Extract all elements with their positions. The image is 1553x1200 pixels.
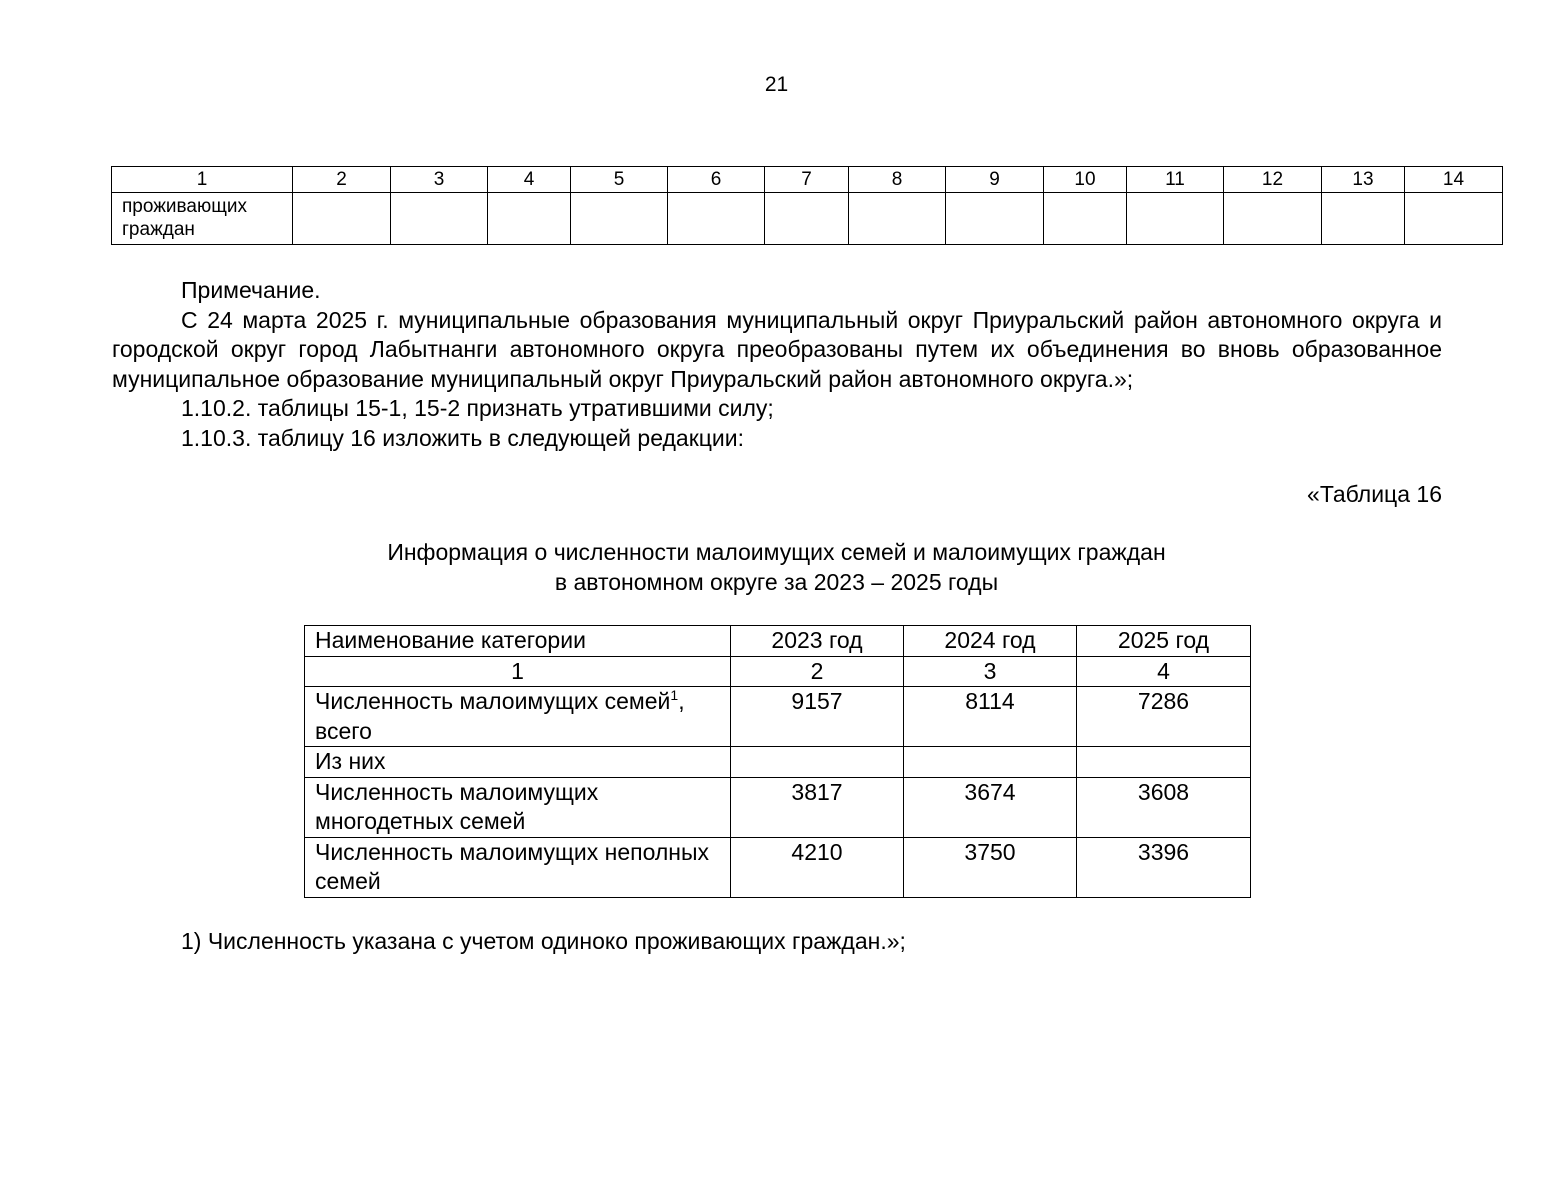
table-row xyxy=(112,193,1503,245)
column-number-cell: 13 xyxy=(1322,167,1405,193)
amendment-item: 1.10.3. таблицу 16 изложить в следующей редакции: xyxy=(181,424,745,451)
column-number-cell: 10 xyxy=(1044,167,1127,193)
category-text: Численность малоимущих семей xyxy=(315,688,671,714)
value-cell: 9157 xyxy=(731,687,904,747)
table-title-line: в автономном округе за 2023 – 2025 годы xyxy=(554,568,999,595)
category-cell: Численность малоимущих многодетных семей xyxy=(305,777,731,837)
column-number-cell: 5 xyxy=(571,167,668,193)
category-suffix: , всего xyxy=(315,688,685,744)
category-cell: Численность малоимущих неполных семей xyxy=(305,837,731,897)
empty-cell xyxy=(668,193,765,245)
note-section xyxy=(112,276,1442,453)
empty-cell xyxy=(488,193,571,245)
column-number-cell: 3 xyxy=(904,656,1077,687)
empty-cell xyxy=(1044,193,1127,245)
category-cell: проживающих граждан xyxy=(112,193,293,245)
column-number-cell: 1 xyxy=(305,656,731,687)
value-cell: 3674 xyxy=(904,777,1077,837)
column-number-cell: 6 xyxy=(668,167,765,193)
column-number-cell: 11 xyxy=(1127,167,1224,193)
value-cell xyxy=(1077,747,1251,778)
table-label: «Таблица 16 xyxy=(1307,481,1442,507)
category-cell: Из них xyxy=(305,747,731,778)
continuation-table xyxy=(111,166,1503,245)
empty-cell xyxy=(391,193,488,245)
empty-cell xyxy=(293,193,391,245)
empty-cell xyxy=(1127,193,1224,245)
value-cell xyxy=(731,747,904,778)
column-header: Наименование категории xyxy=(305,626,731,657)
table-title xyxy=(0,538,1553,597)
empty-cell xyxy=(849,193,946,245)
column-number-cell: 12 xyxy=(1224,167,1322,193)
note-paragraph: С 24 марта 2025 г. муниципальные образования муниципальный округ Приуральский район автономного округа и городской округ город Лабытнанги автономного округа преобразованы путем их объединения во вновь образованное муниципальное образование муниципальный округ Приуральский район автономного округа.»; xyxy=(112,306,1442,392)
column-number-cell: 4 xyxy=(1077,656,1251,687)
empty-cell xyxy=(946,193,1044,245)
column-header: 2024 год xyxy=(904,626,1077,657)
page-number: 21 xyxy=(764,73,789,96)
empty-cell xyxy=(571,193,668,245)
value-cell: 3817 xyxy=(731,777,904,837)
table-title-line: Информация о численности малоимущих семей и малоимущих граждан xyxy=(387,539,1166,565)
empty-cell xyxy=(1405,193,1503,245)
category-cell xyxy=(305,687,731,747)
table-header-row xyxy=(305,626,1251,657)
value-cell: 3396 xyxy=(1077,837,1251,897)
empty-cell xyxy=(765,193,849,245)
table-row xyxy=(305,777,1251,837)
column-header: 2025 год xyxy=(1077,626,1251,657)
footnote-mark: 1 xyxy=(670,687,679,703)
column-number-cell: 2 xyxy=(731,656,904,687)
table-row xyxy=(305,747,1251,778)
column-number-cell: 8 xyxy=(849,167,946,193)
column-number-cell: 14 xyxy=(1405,167,1503,193)
empty-cell xyxy=(1322,193,1405,245)
value-cell: 8114 xyxy=(904,687,1077,747)
table-row xyxy=(305,837,1251,897)
column-numbers-row xyxy=(305,656,1251,687)
value-cell: 7286 xyxy=(1077,687,1251,747)
column-number-cell: 2 xyxy=(293,167,391,193)
value-cell: 3750 xyxy=(904,837,1077,897)
note-heading: Примечание. xyxy=(181,277,321,303)
value-cell: 4210 xyxy=(731,837,904,897)
column-number-cell: 7 xyxy=(765,167,849,193)
value-cell: 3608 xyxy=(1077,777,1251,837)
continuation-table-header-row xyxy=(112,167,1503,193)
value-cell xyxy=(904,747,1077,778)
table-row xyxy=(305,687,1251,747)
footnote: 1) Численность указана с учетом одиноко проживающих граждан.»; xyxy=(181,928,906,954)
amendment-item: 1.10.2. таблицы 15-1, 15-2 признать утратившими силу; xyxy=(181,395,774,421)
column-number-cell: 3 xyxy=(391,167,488,193)
column-number-cell: 4 xyxy=(488,167,571,193)
column-number-cell: 1 xyxy=(112,167,293,193)
column-header: 2023 год xyxy=(731,626,904,657)
column-number-cell: 9 xyxy=(946,167,1044,193)
empty-cell xyxy=(1224,193,1322,245)
poverty-statistics-table xyxy=(304,625,1251,898)
